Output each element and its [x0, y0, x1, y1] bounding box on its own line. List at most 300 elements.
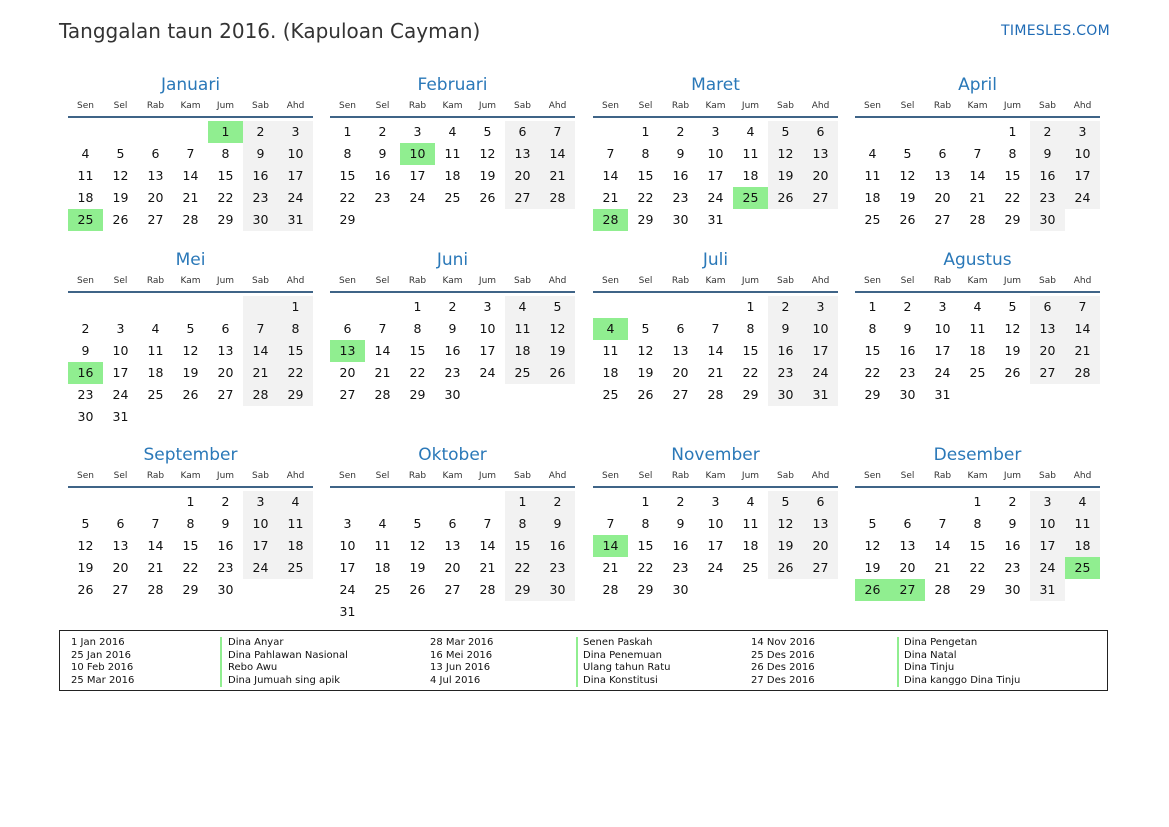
month-maret — [593, 73, 838, 231]
weekday-label: Kam — [442, 101, 463, 111]
day-cell: 29 — [637, 212, 654, 227]
weekday-label: Kam — [180, 101, 201, 111]
day-cell: 3 — [938, 299, 947, 314]
weekday-label: Ahd — [548, 471, 567, 481]
day-cell: 10 — [1065, 143, 1100, 165]
day-cell: 9 — [243, 143, 278, 165]
day-cell: 19 — [864, 560, 881, 575]
weekday-label: Sab — [514, 101, 531, 111]
weekday-label: Sel — [113, 276, 128, 286]
day-cell: 22 — [1004, 190, 1021, 205]
day-cell: 16 — [899, 343, 916, 358]
day-cell: 28 — [934, 582, 951, 597]
day-cell: 10 — [339, 538, 356, 553]
day-cell: 12 — [77, 538, 94, 553]
day-grid — [330, 121, 575, 231]
day-cell: 22 — [864, 365, 881, 380]
day-cell: 1 — [641, 494, 650, 509]
day-cell: 21 — [934, 560, 951, 575]
empty-cell — [470, 491, 505, 513]
day-grid — [68, 296, 313, 428]
day-cell: 29 — [339, 212, 356, 227]
month-name: November — [671, 445, 760, 465]
day-cell: 21 — [1065, 340, 1100, 362]
weekday-label: Ahd — [811, 101, 830, 111]
day-cell: 15 — [505, 535, 540, 557]
day-cell: 6 — [448, 516, 457, 531]
day-cell: 25 — [147, 387, 164, 402]
day-cell: 12 — [479, 146, 496, 161]
day-cell: 5 — [116, 146, 125, 161]
day-cell: 7 — [1065, 296, 1100, 318]
empty-cell — [435, 491, 470, 513]
day-cell: 13 — [505, 143, 540, 165]
day-cell: 11 — [969, 321, 986, 336]
weekday-label: Sab — [514, 276, 531, 286]
month-name: September — [143, 445, 238, 465]
empty-cell — [103, 121, 138, 143]
day-cell: 24 — [409, 190, 426, 205]
day-cell: 8 — [1008, 146, 1017, 161]
weekday-label: Rab — [933, 101, 952, 111]
weekday-label: Kam — [705, 471, 726, 481]
day-cell: 16 — [374, 168, 391, 183]
month-oktober — [330, 443, 575, 623]
day-cell: 12 — [768, 513, 803, 535]
day-cell: 15 — [969, 538, 986, 553]
weekday-label: Kam — [705, 276, 726, 286]
day-cell: 24 — [803, 362, 838, 384]
weekday-label: Kam — [705, 101, 726, 111]
day-cell: 22 — [505, 557, 540, 579]
day-cell: 15 — [1004, 168, 1021, 183]
weekday-header — [330, 272, 575, 293]
day-cell: 15 — [864, 343, 881, 358]
holiday-day-cell: 27 — [890, 579, 925, 601]
month-juni — [330, 248, 575, 406]
legend-holiday-name: Rebo Awu — [228, 662, 278, 673]
weekday-label: Sel — [375, 101, 390, 111]
weekday-label: Sab — [1039, 276, 1056, 286]
weekday-label: Sen — [77, 276, 94, 286]
day-cell: 3 — [483, 299, 492, 314]
day-cell: 25 — [374, 582, 391, 597]
day-cell: 8 — [641, 516, 650, 531]
day-cell: 23 — [444, 365, 461, 380]
day-cell: 5 — [186, 321, 195, 336]
weekday-label: Rab — [146, 471, 165, 481]
day-cell: 18 — [969, 343, 986, 358]
day-cell: 19 — [409, 560, 426, 575]
day-cell: 19 — [637, 365, 654, 380]
day-cell: 23 — [217, 560, 234, 575]
day-cell: 8 — [186, 516, 195, 531]
holiday-day-cell: 10 — [400, 143, 435, 165]
day-cell: 31 — [278, 209, 313, 231]
day-cell: 20 — [112, 560, 129, 575]
day-cell: 4 — [278, 491, 313, 513]
weekday-label: Sel — [113, 101, 128, 111]
empty-cell — [103, 296, 138, 318]
day-grid — [593, 491, 838, 601]
day-cell: 26 — [409, 582, 426, 597]
day-cell: 19 — [540, 340, 575, 362]
day-cell: 26 — [77, 582, 94, 597]
day-cell: 28 — [374, 387, 391, 402]
day-cell: 7 — [186, 146, 195, 161]
day-cell: 1 — [746, 299, 755, 314]
day-cell: 31 — [339, 604, 356, 619]
day-cell: 21 — [243, 362, 278, 384]
day-cell: 10 — [1030, 513, 1065, 535]
day-cell: 24 — [278, 187, 313, 209]
month-juli — [593, 248, 838, 406]
day-cell: 11 — [77, 168, 94, 183]
day-cell: 13 — [217, 343, 234, 358]
day-cell: 28 — [602, 582, 619, 597]
day-cell: 28 — [479, 582, 496, 597]
empty-cell — [593, 491, 628, 513]
day-cell: 10 — [112, 343, 129, 358]
day-cell: 21 — [374, 365, 391, 380]
legend-names-2 — [583, 637, 670, 687]
month-november — [593, 443, 838, 601]
day-grid — [68, 491, 313, 601]
legend-names-3 — [904, 637, 1020, 687]
day-cell: 21 — [147, 560, 164, 575]
empty-cell — [330, 491, 365, 513]
weekday-label: Rab — [408, 276, 427, 286]
day-cell: 9 — [768, 318, 803, 340]
legend-date: 25 Jan 2016 — [71, 649, 131, 661]
month-name: Maret — [691, 75, 740, 95]
weekday-label: Sel — [900, 471, 915, 481]
day-cell: 16 — [672, 168, 689, 183]
day-cell: 23 — [77, 387, 94, 402]
weekday-header — [68, 97, 313, 118]
weekday-label: Kam — [180, 471, 201, 481]
day-cell: 12 — [864, 538, 881, 553]
weekday-label: Jum — [478, 101, 497, 111]
day-cell: 11 — [505, 318, 540, 340]
day-cell: 27 — [112, 582, 129, 597]
weekday-label: Rab — [146, 101, 165, 111]
day-cell: 18 — [278, 535, 313, 557]
day-cell: 25 — [602, 387, 619, 402]
day-cell: 22 — [637, 190, 654, 205]
day-cell: 2 — [676, 494, 685, 509]
day-cell: 6 — [116, 516, 125, 531]
month-januari — [68, 73, 313, 231]
day-cell: 16 — [768, 340, 803, 362]
month-name: Februari — [417, 75, 488, 95]
legend-marker — [220, 637, 222, 687]
day-cell: 20 — [803, 535, 838, 557]
day-cell: 28 — [1065, 362, 1100, 384]
weekday-label: Rab — [671, 276, 690, 286]
legend-date: 27 Des 2016 — [751, 674, 815, 686]
day-cell: 27 — [217, 387, 234, 402]
brand-link[interactable]: TIMESLES.COM — [1001, 23, 1110, 39]
day-cell: 3 — [243, 491, 278, 513]
day-cell: 11 — [742, 516, 759, 531]
day-cell: 15 — [742, 343, 759, 358]
day-cell: 20 — [505, 165, 540, 187]
day-cell: 27 — [934, 212, 951, 227]
day-cell: 6 — [903, 516, 912, 531]
day-grid — [855, 491, 1100, 601]
day-cell: 24 — [707, 560, 724, 575]
day-cell: 3 — [413, 124, 422, 139]
day-cell: 11 — [278, 513, 313, 535]
day-cell: 11 — [602, 343, 619, 358]
day-cell: 24 — [1065, 187, 1100, 209]
month-name: Juni — [436, 250, 469, 270]
day-cell: 2 — [1008, 494, 1017, 509]
day-cell: 24 — [934, 365, 951, 380]
day-cell: 10 — [803, 318, 838, 340]
legend-holiday-name: Dina Jumuah sing apik — [228, 674, 341, 686]
month-name: Mei — [175, 250, 206, 270]
day-cell: 9 — [1030, 143, 1065, 165]
day-cell: 16 — [444, 343, 461, 358]
day-cell: 3 — [343, 516, 352, 531]
day-cell: 6 — [505, 121, 540, 143]
day-cell: 4 — [151, 321, 160, 336]
day-cell: 20 — [147, 190, 164, 205]
day-cell: 7 — [973, 146, 982, 161]
day-cell: 14 — [969, 168, 986, 183]
empty-cell — [68, 121, 103, 143]
day-cell: 6 — [221, 321, 230, 336]
day-cell: 7 — [378, 321, 387, 336]
legend-dates-3 — [751, 637, 815, 687]
day-cell: 29 — [278, 384, 313, 406]
weekday-label: Sen — [864, 101, 881, 111]
day-cell: 13 — [1030, 318, 1065, 340]
day-cell: 8 — [413, 321, 422, 336]
weekday-label: Kam — [442, 276, 463, 286]
weekday-label: Sen — [339, 276, 356, 286]
day-cell: 29 — [637, 582, 654, 597]
day-cell: 23 — [243, 187, 278, 209]
day-cell: 8 — [505, 513, 540, 535]
day-cell: 1 — [973, 494, 982, 509]
day-cell: 29 — [505, 579, 540, 601]
day-cell: 24 — [112, 387, 129, 402]
day-cell: 2 — [903, 299, 912, 314]
day-cell: 29 — [864, 387, 881, 402]
day-cell: 13 — [803, 143, 838, 165]
day-cell: 18 — [374, 560, 391, 575]
day-cell: 7 — [938, 516, 947, 531]
day-grid — [593, 296, 838, 406]
day-cell: 22 — [969, 560, 986, 575]
day-cell: 22 — [182, 560, 199, 575]
day-cell: 4 — [1065, 491, 1100, 513]
day-cell: 15 — [637, 538, 654, 553]
day-cell: 4 — [378, 516, 387, 531]
weekday-label: Sel — [638, 101, 653, 111]
day-cell: 8 — [343, 146, 352, 161]
weekday-header — [68, 272, 313, 293]
day-cell: 31 — [707, 212, 724, 227]
day-cell: 30 — [217, 582, 234, 597]
legend-date: 26 Des 2016 — [751, 662, 815, 673]
day-cell: 19 — [479, 168, 496, 183]
day-cell: 16 — [1030, 165, 1065, 187]
day-cell: 17 — [934, 343, 951, 358]
day-cell: 30 — [1004, 582, 1021, 597]
weekday-label: Sen — [864, 276, 881, 286]
day-cell: 5 — [81, 516, 90, 531]
legend-date: 16 Mei 2016 — [430, 649, 493, 661]
day-cell: 6 — [938, 146, 947, 161]
day-cell: 14 — [540, 143, 575, 165]
weekday-label: Sab — [777, 276, 794, 286]
weekday-label: Sel — [375, 276, 390, 286]
day-cell: 2 — [81, 321, 90, 336]
day-cell: 9 — [378, 146, 387, 161]
day-cell: 28 — [707, 387, 724, 402]
day-cell: 12 — [768, 143, 803, 165]
day-cell: 5 — [903, 146, 912, 161]
day-cell: 19 — [77, 560, 94, 575]
day-cell: 26 — [899, 212, 916, 227]
day-cell: 8 — [278, 318, 313, 340]
month-april — [855, 73, 1100, 231]
day-cell: 2 — [1030, 121, 1065, 143]
day-cell: 26 — [540, 362, 575, 384]
weekday-label: Jum — [216, 101, 235, 111]
day-cell: 17 — [1030, 535, 1065, 557]
empty-cell — [855, 121, 890, 143]
day-cell: 30 — [444, 387, 461, 402]
weekday-label: Rab — [671, 471, 690, 481]
day-cell: 10 — [707, 516, 724, 531]
day-cell: 19 — [1004, 343, 1021, 358]
day-cell: 5 — [768, 121, 803, 143]
weekday-label: Kam — [442, 471, 463, 481]
empty-cell — [208, 296, 243, 318]
day-cell: 28 — [147, 582, 164, 597]
day-cell: 3 — [803, 296, 838, 318]
day-cell: 20 — [1030, 340, 1065, 362]
weekday-label: Ahd — [1073, 101, 1092, 111]
day-cell: 18 — [864, 190, 881, 205]
day-cell: 29 — [969, 582, 986, 597]
day-cell: 12 — [182, 343, 199, 358]
day-cell: 13 — [803, 513, 838, 535]
weekday-label: Jum — [478, 276, 497, 286]
day-cell: 5 — [768, 491, 803, 513]
day-cell: 16 — [217, 538, 234, 553]
day-cell: 27 — [339, 387, 356, 402]
legend-date: 13 Jun 2016 — [430, 662, 491, 673]
day-cell: 30 — [77, 409, 94, 424]
day-cell: 13 — [112, 538, 129, 553]
day-cell: 25 — [969, 365, 986, 380]
day-cell: 23 — [374, 190, 391, 205]
day-cell: 9 — [676, 146, 685, 161]
day-cell: 2 — [221, 494, 230, 509]
month-agustus — [855, 248, 1100, 406]
day-cell: 28 — [243, 384, 278, 406]
day-cell: 26 — [479, 190, 496, 205]
day-cell: 15 — [217, 168, 234, 183]
weekday-header — [593, 97, 838, 118]
day-cell: 27 — [444, 582, 461, 597]
day-cell: 10 — [934, 321, 951, 336]
legend-marker — [897, 637, 899, 687]
weekday-label: Rab — [933, 276, 952, 286]
day-cell: 17 — [707, 538, 724, 553]
day-cell: 15 — [637, 168, 654, 183]
day-cell: 21 — [540, 165, 575, 187]
day-cell: 8 — [868, 321, 877, 336]
day-cell: 20 — [217, 365, 234, 380]
legend-marker — [576, 637, 578, 687]
day-cell: 10 — [479, 321, 496, 336]
legend-date: 28 Mar 2016 — [430, 637, 494, 648]
day-cell: 22 — [637, 560, 654, 575]
empty-cell — [628, 296, 663, 318]
day-cell: 20 — [672, 365, 689, 380]
weekday-label: Sab — [777, 471, 794, 481]
page-title: Tanggalan taun 2016. (Kapuloan Cayman) — [59, 19, 481, 43]
day-cell: 30 — [540, 579, 575, 601]
day-cell: 19 — [768, 535, 803, 557]
weekday-label: Kam — [967, 101, 988, 111]
legend-date: 4 Jul 2016 — [430, 674, 481, 686]
empty-cell — [855, 491, 890, 513]
day-cell: 23 — [768, 362, 803, 384]
weekday-label: Sel — [900, 101, 915, 111]
weekday-header — [855, 467, 1100, 488]
day-cell: 27 — [147, 212, 164, 227]
day-cell: 21 — [182, 190, 199, 205]
day-cell: 17 — [479, 343, 496, 358]
day-cell: 6 — [151, 146, 160, 161]
day-cell: 3 — [711, 124, 720, 139]
day-cell: 28 — [540, 187, 575, 209]
day-cell: 18 — [742, 538, 759, 553]
weekday-label: Jum — [1003, 471, 1022, 481]
day-cell: 8 — [641, 146, 650, 161]
day-cell: 21 — [479, 560, 496, 575]
day-cell: 4 — [448, 124, 457, 139]
day-cell: 11 — [444, 146, 461, 161]
day-cell: 3 — [711, 494, 720, 509]
day-cell: 25 — [444, 190, 461, 205]
day-cell: 21 — [707, 365, 724, 380]
weekday-label: Ahd — [548, 276, 567, 286]
day-cell: 24 — [339, 582, 356, 597]
legend-holiday-name: Dina Tinju — [904, 662, 955, 673]
day-cell: 27 — [1030, 362, 1065, 384]
empty-cell — [960, 121, 995, 143]
day-cell: 1 — [186, 494, 195, 509]
day-cell: 1 — [505, 491, 540, 513]
day-cell: 5 — [868, 516, 877, 531]
holiday-day-cell: 16 — [68, 362, 103, 384]
day-cell: 19 — [182, 365, 199, 380]
weekday-label: Sel — [375, 471, 390, 481]
day-cell: 30 — [672, 212, 689, 227]
empty-cell — [925, 121, 960, 143]
day-cell: 6 — [676, 321, 685, 336]
empty-cell — [925, 491, 960, 513]
